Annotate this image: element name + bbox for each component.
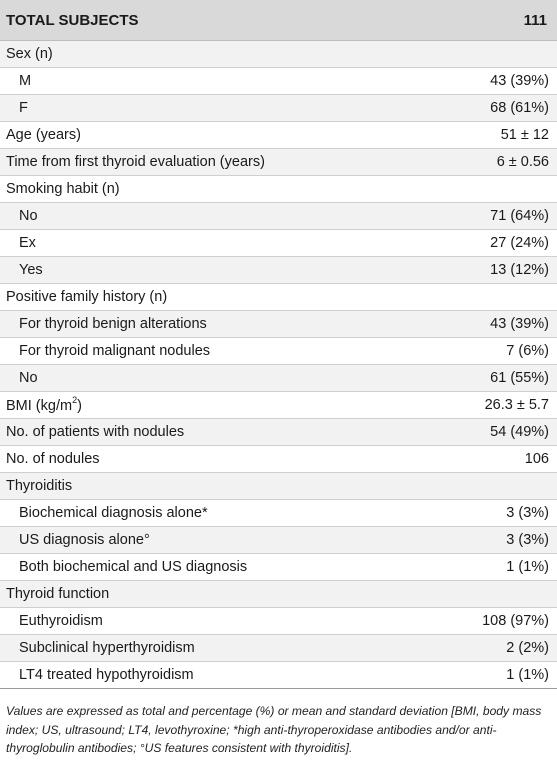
row-label: Sex (n) — [6, 46, 53, 62]
row-label: F — [19, 100, 28, 116]
row-label: Yes — [19, 262, 43, 278]
row-label: Euthyroidism — [19, 613, 103, 629]
row-label: Both biochemical and US diagnosis — [19, 559, 248, 575]
table-row — [0, 95, 557, 122]
table-row — [0, 608, 557, 635]
table-row — [0, 419, 557, 446]
row-value: 1 (1%) — [506, 667, 549, 683]
row-value: 43 (39%) — [490, 316, 549, 332]
row-label: Thyroiditis — [6, 478, 73, 494]
table-row — [0, 230, 557, 257]
row-label: LT4 treated hypothyroidism — [19, 667, 194, 683]
row-value: 108 (97%) — [482, 613, 549, 629]
row-value: 2 (2%) — [506, 640, 549, 656]
table-row — [0, 311, 557, 338]
row-label: BMI $(kg/m^2)$ — [6, 395, 82, 414]
table-footnote: Values are expressed as total and percentage (%) or mean and standard deviation [BMI, body mass index; US, ultrasound; LT4, levothyroxine; *high anti-thyroperoxidase antibodies and/or anti-thyroglobulin antibodies; °US features consistent with thyroiditis]. — [6, 704, 542, 755]
row-value: 71 (64%) — [490, 208, 549, 224]
row-value: 106 — [524, 451, 549, 467]
table-row — [0, 635, 557, 662]
table-row — [0, 122, 557, 149]
table-row — [0, 500, 557, 527]
row-label: No. of patients with nodules — [6, 424, 185, 440]
table-row — [0, 284, 557, 311]
header-label: TOTAL SUBJECTS — [6, 11, 139, 29]
row-value: 1 (1%) — [506, 559, 549, 575]
row-value: 6 ± 0.56 — [496, 154, 549, 170]
table-row — [0, 149, 557, 176]
row-label: Time from first thyroid evaluation (years) — [6, 154, 265, 170]
row-value: 54 (49%) — [490, 424, 549, 440]
row-value: 3 (3%) — [506, 532, 549, 548]
row-label: No — [19, 208, 38, 224]
table-row — [0, 392, 557, 419]
row-value: 68 (61%) — [490, 100, 549, 116]
header-value: 111 — [523, 11, 547, 29]
table-row — [0, 554, 557, 581]
row-value: 26.3 ± 5.7 — [484, 397, 549, 413]
row-label: Age (years) — [6, 127, 81, 143]
row-label: No — [19, 370, 38, 386]
table-row — [0, 365, 557, 392]
row-value: 7 (6%) — [506, 343, 549, 359]
row-label: Thyroid function — [6, 586, 110, 602]
row-label: For thyroid benign alterations — [19, 316, 207, 332]
row-label: US diagnosis alone° — [19, 532, 150, 548]
row-label: Subclinical hyperthyroidism — [19, 640, 195, 656]
row-label: Smoking habit (n) — [6, 181, 120, 197]
table-row — [0, 257, 557, 284]
table-row — [0, 203, 557, 230]
row-label: No. of nodules — [6, 451, 100, 467]
table-row — [0, 581, 557, 608]
row-value: 43 (39%) — [490, 73, 549, 89]
row-value: 3 (3%) — [506, 505, 549, 521]
table-header-row — [0, 0, 557, 41]
row-label: Biochemical diagnosis alone* — [19, 505, 208, 521]
row-value: 27 (24%) — [490, 235, 549, 251]
table-row — [0, 176, 557, 203]
row-label: Ex — [19, 235, 36, 251]
row-value: 13 (12%) — [490, 262, 549, 278]
table-row — [0, 473, 557, 500]
row-label: M — [19, 73, 32, 89]
table-row — [0, 662, 557, 689]
table-row — [0, 41, 557, 68]
table-row — [0, 527, 557, 554]
table-row — [0, 338, 557, 365]
row-value: 61 (55%) — [490, 370, 549, 386]
table-body — [0, 41, 557, 689]
row-label: For thyroid malignant nodules — [19, 343, 211, 359]
table-row — [0, 68, 557, 95]
table-row — [0, 446, 557, 473]
row-label: Positive family history (n) — [6, 289, 168, 305]
row-value: 51 ± 12 — [500, 127, 549, 143]
